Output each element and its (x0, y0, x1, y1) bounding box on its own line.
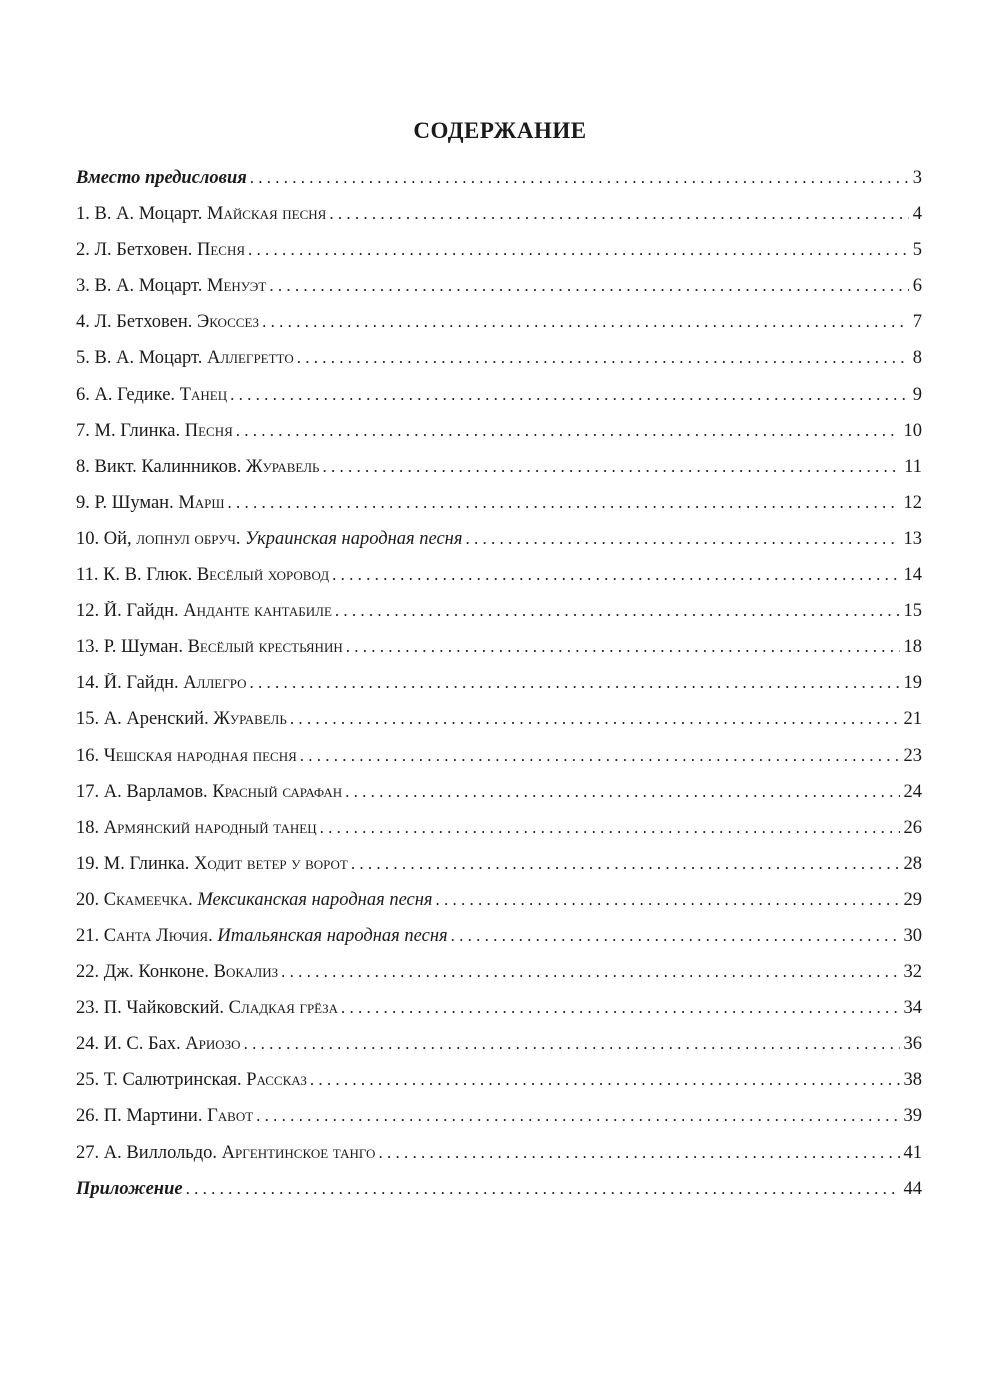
toc-entry-title (76, 962, 281, 983)
toc-entry (76, 348, 922, 384)
dot-leader (378, 1143, 899, 1163)
toc-entry-title-part: 15. А. Аренский. (76, 709, 214, 730)
toc-entry (76, 998, 922, 1034)
toc-entry-title-part: 9. Р. Шуман. (76, 492, 179, 513)
toc-entry (76, 276, 922, 312)
toc-entry-title-part: 13. Р. Шуман. (76, 637, 188, 658)
toc-entry-title (76, 348, 297, 369)
toc-entry-page-number: 23 (903, 745, 922, 766)
toc-entry-title-part: 1. В. А. Моцарт. (76, 204, 207, 225)
toc-entry-title-part: Санта Лючия. (103, 925, 218, 946)
toc-entry-title-part: 21. (76, 925, 104, 946)
toc-entry-title (76, 782, 345, 803)
toc-entry (76, 493, 922, 529)
toc-entry (76, 421, 922, 457)
toc-entry (76, 565, 922, 601)
toc-entry-title (76, 746, 300, 767)
toc-entry-page-number: 14 (903, 565, 922, 586)
toc-entry-title (76, 926, 451, 947)
toc-entry-title (76, 1143, 378, 1164)
page-title: СОДЕРЖАНИЕ (413, 118, 587, 143)
toc-entry-title (76, 1034, 244, 1055)
toc-entry-title-part: Танец (179, 384, 228, 405)
dot-leader (465, 529, 899, 549)
toc-entry (76, 782, 922, 818)
toc-entry-title-part: 2. Л. Бетховен. (76, 240, 197, 261)
toc-entry-title-part: 11. К. В. Глюк. (76, 565, 197, 586)
toc-entry-title (76, 890, 436, 911)
toc-entry (76, 312, 922, 348)
toc-entry-page-number: 38 (903, 1070, 922, 1091)
toc-entry (76, 1034, 922, 1070)
toc-entry (76, 673, 922, 709)
toc-entry-title-part: Аллегро (183, 673, 247, 694)
toc-entry-page-number: 5 (912, 240, 922, 261)
toc-entry-title (76, 818, 320, 839)
toc-entry-title-part: Менуэт (207, 276, 267, 297)
dot-leader (310, 1070, 900, 1090)
dot-leader (250, 168, 909, 188)
toc-entry-title-part: 10. Ой, (76, 528, 137, 549)
toc-entry-title-part: 23. П. Чайковский. (76, 998, 229, 1019)
toc-entry (76, 240, 922, 276)
dot-leader (451, 926, 900, 946)
toc-entry-title-part: Журавель (246, 456, 320, 477)
toc-entry (76, 204, 922, 240)
toc-entry-title-part: Скамеечка. (103, 889, 198, 910)
toc-entry-page-number: 4 (912, 204, 922, 225)
toc-entry (76, 890, 922, 926)
toc-entry-title (76, 854, 351, 875)
toc-entry (76, 601, 922, 637)
toc-entry-title-part: Чешская народная песня (103, 745, 297, 766)
dot-leader (290, 709, 900, 729)
toc-entry-title (76, 421, 236, 442)
toc-entry-title (76, 385, 230, 406)
toc-entry-title-part: 27. А. Виллольдо. (76, 1142, 222, 1163)
toc-entry-title (76, 493, 228, 514)
toc-entry (76, 962, 922, 998)
toc-entry-title-part: Песня (184, 420, 233, 441)
toc-entry-title-part: 16. (76, 745, 104, 766)
toc-entry-page-number: 3 (912, 168, 922, 188)
toc-entry-page-number: 12 (903, 492, 922, 513)
dot-leader (320, 818, 900, 838)
toc-entry (76, 1179, 922, 1215)
toc-entry-page-number: 26 (903, 817, 922, 838)
toc-entry-page-number: 10 (903, 420, 922, 441)
toc-entry (76, 1143, 922, 1179)
dot-leader (269, 276, 908, 296)
toc-entry (76, 746, 922, 782)
toc-entry-title (76, 673, 250, 694)
toc-entry-title (76, 204, 329, 225)
toc-entry-title-part: 18. (76, 817, 104, 838)
toc-entry-title-part: Анданте кантабиле (183, 601, 332, 622)
toc-entry (76, 385, 922, 421)
toc-entry-title-part: Итальянская народная песня (217, 925, 448, 946)
toc-entry-title-part: Вокализ (213, 962, 279, 983)
toc-entry-title (76, 276, 269, 297)
toc-entry-title-part: Весёлый хоровод (196, 565, 330, 586)
toc-entry-title (76, 457, 322, 478)
toc-entry-page-number: 36 (903, 1034, 922, 1055)
toc-entry-title (76, 601, 335, 622)
toc-entry-title-part: 7. М. Глинка. (76, 420, 185, 441)
toc-entry-title-part: 14. Й. Гайдн. (76, 673, 184, 694)
toc-entry-page-number: 19 (903, 673, 922, 694)
toc-entry-title (76, 240, 248, 261)
toc-entry-title-part: Гавот (207, 1106, 254, 1127)
toc-entry-title-part: 5. В. А. Моцарт. (76, 348, 207, 369)
toc-entry-title-part: Сладкая грёза (228, 998, 339, 1019)
toc-entry (76, 529, 922, 565)
dot-leader (228, 493, 900, 513)
toc-entry-title (76, 168, 250, 189)
toc-entry-page-number: 7 (912, 312, 922, 333)
toc-entry-page-number: 9 (912, 384, 922, 405)
toc-entry-title-part: 3. В. А. Моцарт. (76, 276, 207, 297)
toc-entry (76, 709, 922, 745)
toc-entry-title-part: 25. Т. Салютринская. (76, 1070, 247, 1091)
toc-entry-title-part: Марш (178, 492, 225, 513)
toc-entry-title-part: Мексиканская народная песня (197, 889, 433, 910)
dot-leader (236, 421, 900, 441)
toc-entry-title (76, 565, 332, 586)
toc-entry-title (76, 637, 346, 658)
toc-entry-title (76, 1179, 186, 1200)
toc-entry-title (76, 312, 262, 333)
toc-entry-title-part: Украинская народная песня (245, 528, 463, 549)
dot-leader (335, 601, 900, 621)
toc-entry-title-part: Армянский народный танец (103, 817, 317, 838)
toc-entry (76, 637, 922, 673)
dot-leader (281, 962, 899, 982)
toc-entry-title-part: Ходит ветер у ворот (193, 853, 348, 874)
toc-entry-title-part: 19. М. Глинка. (76, 853, 194, 874)
toc-entry-page-number: 8 (912, 348, 922, 369)
toc-entry-title-part: 4. Л. Бетховен. (76, 312, 197, 333)
dot-leader (345, 782, 899, 802)
toc-entry (76, 457, 922, 493)
toc-entry-title-part: 20. (76, 889, 104, 910)
toc-entry (76, 926, 922, 962)
dot-leader (300, 746, 900, 766)
toc-entry-title-part: Вместо предисловия (76, 168, 247, 188)
dot-leader (436, 890, 900, 910)
dot-leader (297, 348, 909, 368)
dot-leader (262, 312, 909, 332)
toc-entry-title-part: Песня (197, 240, 246, 261)
toc-entry-page-number: 32 (903, 962, 922, 983)
dot-leader (248, 240, 909, 260)
toc-entry-title-part: Ариозо (185, 1034, 241, 1055)
toc-entry-title (76, 1106, 256, 1127)
toc-entry-title-part: 17. А. Варламов. (76, 781, 213, 802)
toc-entry-page-number: 13 (903, 528, 922, 549)
toc-entry-title-part: Аллегретто (207, 348, 294, 369)
table-of-contents (76, 168, 922, 1215)
toc-entry (76, 1106, 922, 1142)
toc-entry-title-part: 24. И. С. Бах. (76, 1034, 186, 1055)
toc-entry-title-part: Красный сарафан (212, 781, 343, 802)
dot-leader (346, 637, 900, 657)
toc-entry-page-number: 6 (912, 276, 922, 297)
toc-entry-title-part: Экоссез (197, 312, 260, 333)
toc-entry-title-part: лопнул обруч. (136, 528, 246, 549)
toc-entry-title (76, 709, 290, 730)
toc-entry-page-number: 34 (903, 998, 922, 1019)
toc-entry-page-number: 24 (903, 781, 922, 802)
toc-entry-title-part: Рассказ (246, 1070, 307, 1091)
toc-entry-title (76, 998, 341, 1019)
toc-entry-page-number: 44 (903, 1178, 922, 1199)
toc-entry-title-part: Аргентинское танго (221, 1142, 376, 1163)
toc-entry-page-number: 39 (903, 1106, 922, 1127)
toc-entry-page-number: 41 (903, 1142, 922, 1163)
toc-entry-page-number: 15 (903, 601, 922, 622)
toc-entry (76, 168, 922, 204)
toc-entry-title (76, 1070, 310, 1091)
toc-entry-title-part: Майская песня (207, 204, 327, 225)
dot-leader (332, 565, 899, 585)
toc-entry-title-part: Весёлый крестьянин (187, 637, 343, 658)
toc-entry-page-number: 30 (903, 925, 922, 946)
toc-entry-title-part: Приложение (76, 1178, 183, 1199)
dot-leader (341, 998, 899, 1018)
dot-leader (244, 1034, 900, 1054)
toc-entry-title (76, 529, 465, 550)
toc-entry (76, 854, 922, 890)
toc-entry-page-number: 21 (903, 709, 922, 730)
dot-leader (329, 204, 908, 224)
toc-entry-title-part: 8. Викт. Калинников. (76, 456, 247, 477)
toc-entry-title-part: 6. А. Гедике. (76, 384, 180, 405)
toc-entry-page-number: 11 (904, 456, 922, 477)
dot-leader (230, 385, 909, 405)
toc-entry-title-part: 12. Й. Гайдн. (76, 601, 184, 622)
dot-leader (322, 457, 900, 477)
toc-entry-page-number: 28 (903, 853, 922, 874)
toc-entry (76, 1070, 922, 1106)
toc-entry-title-part: 26. П. Мартини. (76, 1106, 208, 1127)
dot-leader (256, 1106, 899, 1126)
toc-entry-page-number: 29 (903, 889, 922, 910)
toc-entry (76, 818, 922, 854)
dot-leader (186, 1179, 900, 1199)
toc-entry-title-part: Журавель (213, 709, 287, 730)
dot-leader (351, 854, 900, 874)
dot-leader (250, 673, 900, 693)
toc-entry-title-part: 22. Дж. Конконе. (76, 962, 214, 983)
toc-entry-page-number: 18 (903, 637, 922, 658)
